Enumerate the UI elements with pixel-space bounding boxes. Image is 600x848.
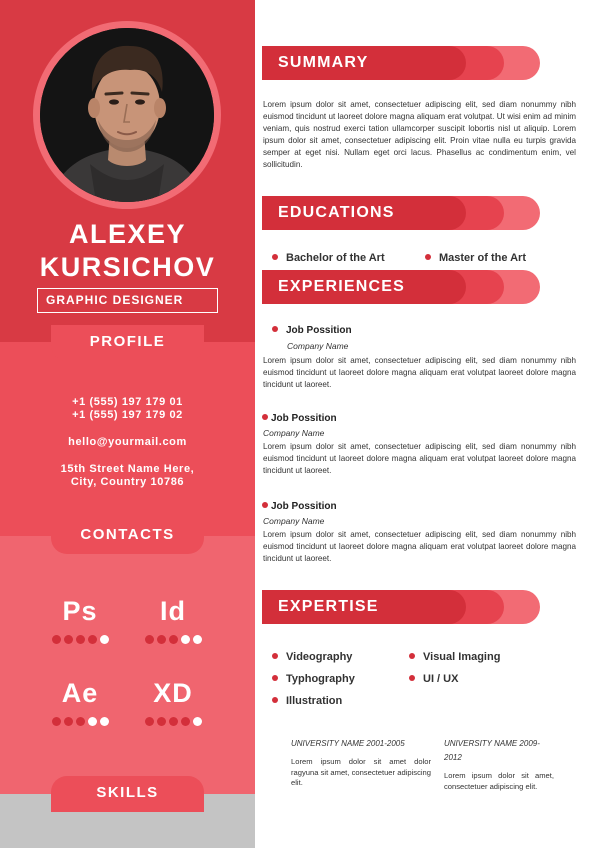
summary-text: Lorem ipsum dolor sit amet, consectetuer adipiscing elit, sed diam nonummy nibh euismod tincidunt ut laoreet dolore magna aliquam erat volutpat. Ut wisi enim ad minim veniam, quis nostrud exerci tation ullamcorper suscipit lobortis nisl ut aliquip. Lorem ipsum dolor sit amet, consectetuer adipiscing elit. Proin vitae nulla eu turpis gravida semper at eget nisi. Nullam eget orci lacus. Phasellus ac condimentum enim, vel sollicitudin. (263, 100, 576, 170)
skill-dot-filled (64, 717, 73, 726)
bullet-icon (272, 675, 278, 681)
phone-2: +1 (555) 197 179 02 (72, 409, 183, 421)
skill-level-dots (133, 717, 213, 726)
profile-heading: PROFILE (51, 325, 204, 361)
address-line-1: 15th Street Name Here, (60, 463, 195, 475)
skill-dot-filled (145, 717, 154, 726)
job-title: Job Possition (262, 501, 337, 512)
expertise-item: Typhography (272, 673, 355, 685)
bullet-icon (272, 697, 278, 703)
bullet-icon (272, 254, 278, 260)
job-title: Job Possition (262, 413, 337, 424)
bullet-icon (262, 414, 268, 420)
skill-after-effects (40, 678, 120, 726)
skill-photoshop (40, 596, 120, 644)
company-name: Company Name (287, 341, 349, 351)
expertise-item: Visual Imaging (409, 651, 500, 663)
skill-dot-empty (100, 717, 109, 726)
summary-heading: SUMMARY (278, 54, 369, 71)
sidebar-skills-section (0, 536, 255, 794)
job-title: Job Possition (272, 325, 352, 336)
skill-dot-filled (76, 717, 85, 726)
education-item: Master of the Art (425, 252, 526, 264)
bullet-icon (272, 653, 278, 659)
university-entry (444, 737, 554, 792)
email: hello@yourmail.com (68, 436, 187, 448)
bullet-icon (409, 675, 415, 681)
summary-banner (262, 46, 540, 80)
educations-heading: EDUCATIONS (278, 204, 395, 221)
skill-dot-empty (100, 635, 109, 644)
contacts-heading: CONTACTS (51, 518, 204, 554)
expertise-item: Illustration (272, 695, 342, 707)
skill-dot-empty (88, 717, 97, 726)
bullet-icon (262, 502, 268, 508)
first-name: ALEXEY (68, 219, 187, 249)
education-item: Bachelor of the Art (272, 252, 385, 264)
skill-dot-filled (157, 635, 166, 644)
skill-dot-empty (193, 717, 202, 726)
skill-dot-filled (88, 635, 97, 644)
skill-dot-filled (169, 717, 178, 726)
skill-dot-filled (181, 717, 190, 726)
skill-dot-empty (181, 635, 190, 644)
address-line-2: City, Country 10786 (70, 476, 185, 488)
educations-banner (262, 196, 540, 230)
skill-abbr: Id (160, 596, 186, 626)
university-description: Lorem ipsum dolor sit amet dolor ragyuna sit amet, consectetuer adipiscing elit. (291, 757, 431, 787)
experiences-banner (262, 270, 540, 304)
skill-dot-filled (76, 635, 85, 644)
expertise-heading: EXPERTISE (278, 598, 379, 615)
skill-level-dots (133, 635, 213, 644)
skill-dot-filled (169, 635, 178, 644)
job-description: Lorem ipsum dolor sit amet, consectetuer adipiscing elit, sed diam nonummy nibh euismod tincidunt ut laoreet dolore magna aliquam erat volutpat laoreet dolore magna tincidunt ut laoreet. (263, 442, 576, 476)
job-description: Lorem ipsum dolor sit amet, consectetuer adipiscing elit, sed diam nonummy nibh euismod tincidunt ut laoreet dolore magna aliquam erat volutpat laoreet dolore magna tincidunt ut laoreet. (263, 356, 576, 390)
expertise-item: UI / UX (409, 673, 458, 685)
skill-level-dots (40, 635, 120, 644)
skill-dot-filled (52, 635, 61, 644)
company-name: Company Name (263, 516, 325, 526)
bullet-icon (409, 653, 415, 659)
portrait-image (40, 28, 214, 202)
university-entry (291, 737, 431, 789)
expertise-item: Videography (272, 651, 352, 663)
last-name: KURSICHOV (39, 252, 216, 282)
expertise-banner (262, 590, 540, 624)
phone-1: +1 (555) 197 179 01 (72, 396, 183, 408)
job-description: Lorem ipsum dolor sit amet, consectetuer adipiscing elit, sed diam nonummy nibh euismod tincidunt ut laoreet dolore magna aliquam erat volutpat laoreet dolore magna tincidunt ut laoreet. (263, 530, 576, 564)
skill-abbr: Ae (61, 678, 99, 708)
skill-dot-filled (52, 717, 61, 726)
skill-xd (133, 678, 213, 726)
bullet-icon (272, 326, 278, 332)
skills-heading: SKILLS (51, 776, 204, 812)
job-title-box: GRAPHIC DESIGNER (37, 288, 218, 313)
university-name: UNIVERSITY NAME 2009-2012 (444, 739, 540, 762)
skill-abbr: XD (153, 678, 193, 708)
bullet-icon (425, 254, 431, 260)
skill-dot-filled (64, 635, 73, 644)
skill-dot-filled (157, 717, 166, 726)
company-name: Company Name (263, 428, 325, 438)
skill-abbr: Ps (62, 596, 98, 626)
experiences-heading: EXPERIENCES (278, 278, 406, 295)
profile-photo (40, 28, 214, 202)
skill-dot-filled (145, 635, 154, 644)
university-name: UNIVERSITY NAME 2001-2005 (291, 739, 405, 748)
skill-indesign (133, 596, 213, 644)
left-sidebar (0, 0, 255, 848)
university-description: Lorem ipsum dolor sit amet, consectetuer adipiscing elit. (444, 771, 554, 791)
skill-dot-empty (193, 635, 202, 644)
skill-level-dots (40, 717, 120, 726)
